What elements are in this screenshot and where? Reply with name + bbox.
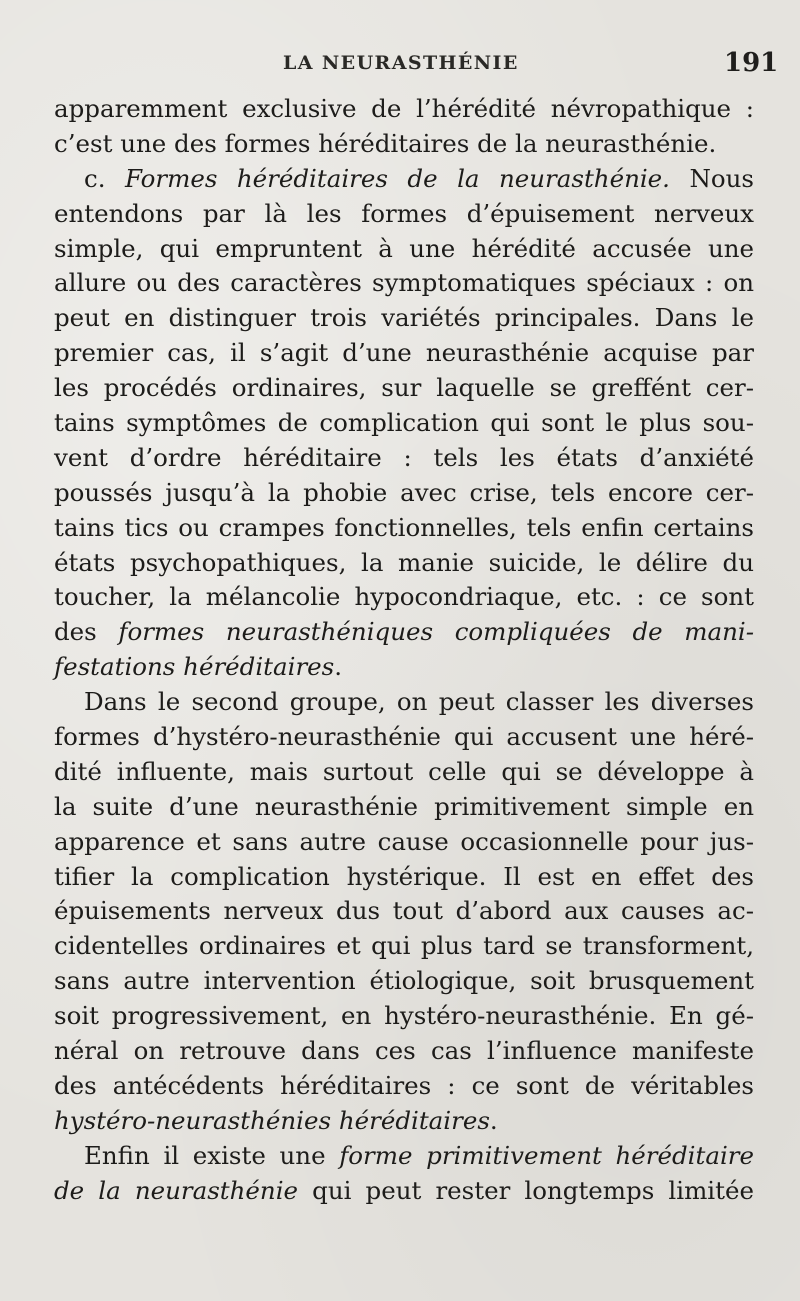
emphasis-text: de la neurasthénie [54, 1175, 299, 1205]
emphasis-text: formes neurasthéniques compliquées de mani- [118, 617, 754, 647]
text-line: c’est une des formes héréditaires de la neurasthénie. [54, 128, 717, 158]
text-line: de la neurasthénie qui peut rester longtemps limitée [54, 1175, 754, 1205]
text-line: apparemment exclusive de l’hérédité névropathique : [54, 94, 754, 123]
text-line: apparence et sans autre cause occasionnelle pour jus- [54, 826, 754, 856]
emphasis-text: hystéro-neurasthénies héréditaires [54, 1105, 490, 1135]
text-line: simple, qui empruntent à une hérédité accusée une [54, 233, 754, 263]
text-line: peut en distinguer trois variétés principales. Dans le [54, 303, 754, 333]
text-line: la suite d’une neurasthénie primitivement simple en [54, 791, 754, 821]
page-number: 191 [724, 48, 779, 78]
text-line: allure ou des caractères symptomatiques spéciaux : on [54, 268, 754, 298]
text-line: néral on retrouve dans ces cas l’influence manifeste [54, 1036, 754, 1066]
text-line: tains tics ou crampes fonctionnelles, tels enfin certains [54, 512, 754, 542]
text-line: les procédés ordinaires, sur laquelle se greffént cer- [54, 373, 754, 403]
text-line: premier cas, il s’agit d’une neurasthénie acquise par [54, 338, 754, 368]
body-text [54, 92, 754, 1209]
text-line: hystéro-neurasthénies héréditaires. [54, 1105, 498, 1135]
paragraph-start-line: Enfin il existe une forme primitivement héréditaire [84, 1140, 754, 1170]
running-title: LA NEURASTHÉNIE [283, 52, 519, 74]
paragraph-start-line: Dans le second groupe, on peut classer les diverses [84, 687, 754, 717]
text-line: cidentelles ordinaires et qui plus tard se transforment, [54, 931, 754, 961]
page-header [0, 48, 800, 80]
text-line: vent d’ordre héréditaire : tels les états d’anxiété [54, 442, 754, 472]
text-line: toucher, la mélancolie hypocondriaque, etc. : ce sont [54, 582, 754, 612]
text-line: formes d’hystéro-neurasthénie qui accusent une héré- [54, 722, 754, 752]
text-line: dité influente, mais surtout celle qui se développe à [54, 756, 754, 786]
text-line: états psychopathiques, la manie suicide, le délire du [54, 547, 754, 577]
emphasis-text: forme primitivement héréditaire [339, 1140, 754, 1170]
text-line: soit progressivement, en hystéro-neurasthénie. En gé- [54, 1001, 754, 1031]
section-heading-line: c. Formes héréditaires de la neurasthénie. Nous [84, 163, 754, 193]
text-line: entendons par là les formes d’épuisement nerveux [54, 198, 754, 228]
text-line: sans autre intervention étiologique, soit brusquement [54, 966, 754, 996]
text-line: des formes neurasthéniques compliquées de mani- [54, 617, 754, 647]
text-line: tains symptômes de complication qui sont le plus sou- [54, 408, 754, 438]
text-line: poussés jusqu’à la phobie avec crise, tels encore cer- [54, 477, 754, 507]
emphasis-text: festations héréditaires [54, 652, 335, 682]
text-line: épuisements nerveux dus tout d’abord aux causes ac- [54, 896, 754, 926]
section-heading: Formes héréditaires de la neurasthénie. [124, 163, 670, 193]
text-line: des antécédents héréditaires : ce sont de véritables [54, 1070, 754, 1100]
text-line: tifier la complication hystérique. Il est en effet des [54, 861, 754, 891]
text-line: festations héréditaires. [54, 652, 343, 682]
